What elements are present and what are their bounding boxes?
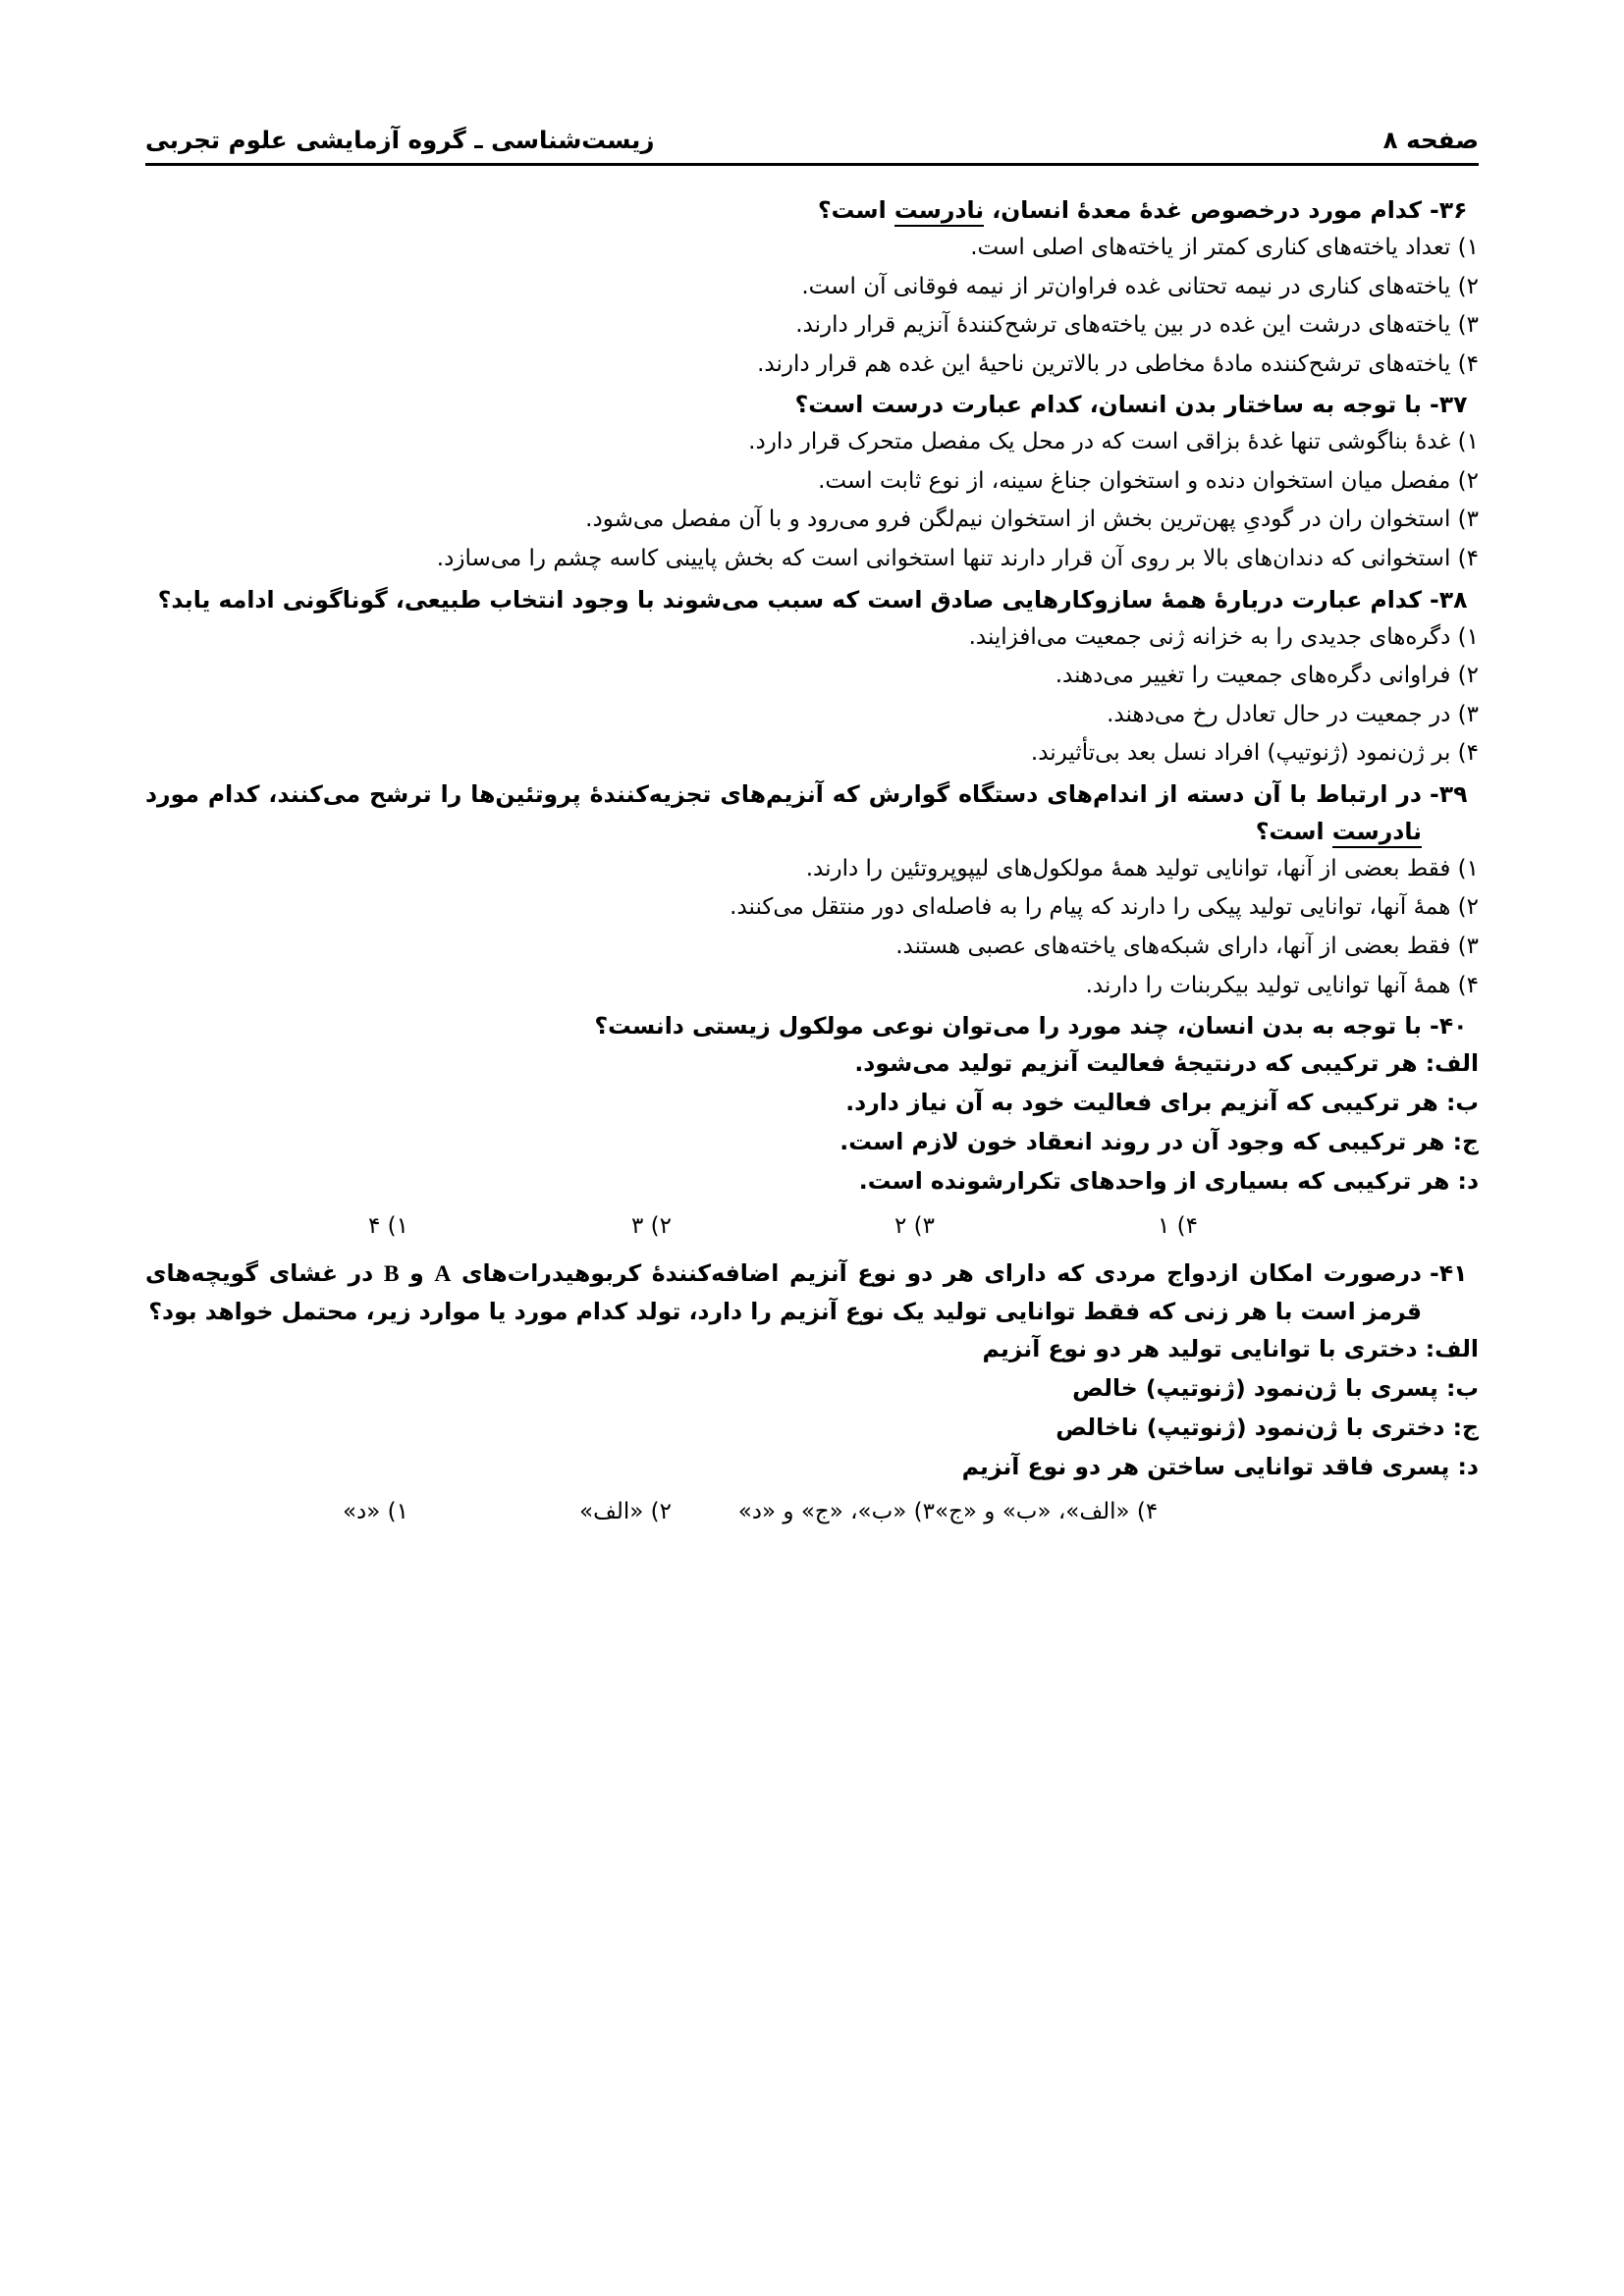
choice-2[interactable]: ۲) ۳ xyxy=(630,1212,672,1239)
question-38-number: ۳۸- xyxy=(1430,585,1468,614)
q41-enzyme-a-label: A xyxy=(434,1260,452,1287)
statement-jim: ج: دختری با ژن‌نمود (ژنوتیپ) ناخالص xyxy=(1056,1413,1479,1441)
question-38-text: کدام عبارت دربارهٔ همهٔ سازوکارهایی صادق است که سبب می‌شوند با وجود انتخاب طبیعی، گوناگونی ادامه یابد؟ xyxy=(157,585,1422,614)
question-41 xyxy=(145,1255,1479,1531)
option[interactable]: ۱) فقط بعضی از آنها، توانایی تولید همهٔ مولکول‌های لیپوپروتئین را دارند. xyxy=(805,855,1479,881)
statement-alef: الف: هر ترکیبی که درنتیجهٔ فعالیت آنزیم تولید می‌شود. xyxy=(854,1049,1479,1078)
question-36 xyxy=(145,191,1479,384)
option[interactable]: ۳) استخوان ران در گودیِ پهن‌ترین بخش از استخوان نیم‌لگن فرو می‌رود و با آن مفصل می‌شود. xyxy=(585,507,1479,533)
q39-stem-underlined: نادرست xyxy=(1332,818,1422,848)
question-37-stem xyxy=(145,386,1479,423)
q36-stem-before: کدام مورد درخصوص غدهٔ معدهٔ انسان، xyxy=(984,196,1422,224)
question-41-stem xyxy=(145,1255,1479,1330)
option[interactable]: ۴) همهٔ آنها توانایی تولید بیکربنات را دارند. xyxy=(1085,972,1479,998)
question-41-choices xyxy=(145,1493,1479,1531)
subject-title: زیست‌شناسی ـ گروه آزمایشی علوم تجربی xyxy=(145,126,655,154)
question-38-stem xyxy=(145,581,1479,618)
question-37-number: ۳۷- xyxy=(1430,391,1468,419)
statement-be: ب: هر ترکیبی که آنزیم برای فعالیت خود به آن نیاز دارد. xyxy=(845,1089,1479,1117)
question-39-text xyxy=(145,775,1422,850)
question-36-options xyxy=(145,229,1479,384)
option[interactable]: ۴) استخوانی که دندان‌های بالا بر روی آن قرار دارند تنها استخوانی است که بخش پایینی کاسه چشم را می‌سازد. xyxy=(436,545,1479,571)
choice-3[interactable]: ۳) ۲ xyxy=(893,1212,935,1239)
question-37-text: با توجه به ساختار بدن انسان، کدام عبارت درست است؟ xyxy=(794,391,1422,419)
option[interactable]: ۱) تعداد یاخته‌های کناری کمتر از یاخته‌های اصلی است. xyxy=(970,235,1479,261)
question-39 xyxy=(145,775,1479,1005)
statement-alef: الف: دختری با توانایی تولید هر دو نوع آنزیم xyxy=(982,1335,1479,1363)
page-number-label: صفحه ۸ xyxy=(1382,126,1479,154)
q41-stem-part-a: درصورت امکان ازدواج مردی که دارای هر دو نوع آنزیم اضافه‌کنندهٔ کربوهیدرات‌های xyxy=(451,1258,1422,1287)
option[interactable]: ۲) فراوانی دگره‌های جمعیت را تغییر می‌دهند. xyxy=(1055,663,1479,689)
choice-4[interactable]: ۴) «الف»، «ب» و «ج» xyxy=(935,1498,1159,1524)
q39-stem-after: است؟ xyxy=(1255,817,1332,845)
question-39-stem xyxy=(145,775,1479,850)
question-37 xyxy=(145,386,1479,578)
q41-stem-part-2: قرمز است با هر زنی که فقط توانایی تولید یک نوع آنزیم را دارد، تولد کدام مورد یا موارد زیر، محتمل خواهد بود؟ xyxy=(148,1298,1422,1326)
question-41-text xyxy=(145,1255,1422,1330)
question-40-text: با توجه به بدن انسان، چند مورد را می‌توان نوعی مولکول زیستی دانست؟ xyxy=(594,1012,1422,1041)
q36-stem-underlined: نادرست xyxy=(894,196,984,227)
question-39-number: ۳۹- xyxy=(1430,779,1468,808)
q39-stem-before: در ارتباط با آن دسته از اندام‌های دستگاه گوارش که آنزیم‌های تجزیه‌کنندهٔ پروتئین‌ها را ترشح می‌کنند، کدام مورد xyxy=(145,779,1422,808)
statement-dal: د: پسری فاقد توانایی ساختن هر دو نوع آنزیم xyxy=(961,1452,1479,1480)
choice-1[interactable]: ۱) «د» xyxy=(342,1498,408,1524)
option[interactable]: ۲) یاخته‌های کناری در نیمه تحتانی غده فراوان‌تر از نیمه فوقانی آن است. xyxy=(801,273,1479,299)
choice-4[interactable]: ۴) ۱ xyxy=(1157,1212,1198,1239)
q36-stem-after: است؟ xyxy=(818,196,894,224)
option[interactable]: ۴) یاخته‌های ترشح‌کننده مادهٔ مخاطی در بالاترین ناحیهٔ این غده هم قرار دارند. xyxy=(757,350,1479,377)
question-40-choices xyxy=(145,1207,1479,1246)
header-divider xyxy=(145,163,1479,166)
question-36-text xyxy=(145,191,1422,229)
q41-enzyme-b-label: B xyxy=(383,1260,400,1287)
question-38 xyxy=(145,581,1479,774)
option[interactable]: ۴) بر ژن‌نمود (ژنوتیپ) افراد نسل بعد بی‌تأثیرند. xyxy=(1030,740,1479,767)
statement-dal: د: هر ترکیبی که بسیاری از واحدهای تکرارشونده است. xyxy=(858,1166,1479,1195)
option[interactable]: ۳) یاخته‌های درشت این غده در بین یاخته‌های ترشح‌کنندهٔ آنزیم قرار دارند. xyxy=(795,312,1479,339)
question-41-number: ۴۱- xyxy=(1430,1258,1468,1287)
option[interactable]: ۲) همهٔ آنها، توانایی تولید پیکی را دارند که پیام را به فاصله‌ای دور منتقل می‌کنند. xyxy=(730,894,1479,921)
q41-conjunction: و xyxy=(399,1258,435,1287)
question-41-statements xyxy=(145,1330,1479,1487)
option[interactable]: ۱) دگره‌های جدیدی را به خزانه ژنی جمعیت می‌افزایند. xyxy=(968,623,1479,650)
question-40-statements xyxy=(145,1044,1479,1201)
page-header xyxy=(145,126,1479,163)
choice-1[interactable]: ۱) ۴ xyxy=(367,1212,408,1239)
option[interactable]: ۲) مفصل میان استخوان دنده و استخوان جناغ سینه، از نوع ثابت است. xyxy=(818,467,1479,494)
option[interactable]: ۳) در جمعیت در حال تعادل رخ می‌دهند. xyxy=(1107,701,1479,727)
question-38-options xyxy=(145,618,1479,774)
choice-3[interactable]: ۳) «ب»، «ج» و «د» xyxy=(737,1498,935,1524)
question-36-number: ۳۶- xyxy=(1430,196,1468,224)
question-36-stem xyxy=(145,191,1479,229)
spacer xyxy=(145,1248,1479,1255)
choice-2[interactable]: ۲) «الف» xyxy=(579,1498,672,1524)
question-37-options xyxy=(145,423,1479,578)
option[interactable]: ۱) غدهٔ بناگوشی تنها غدهٔ بزاقی است که در محل یک مفصل متحرک قرار دارد. xyxy=(748,429,1479,455)
option[interactable]: ۳) فقط بعضی از آنها، دارای شبکه‌های یاخته‌های عصبی هستند. xyxy=(895,933,1479,959)
question-40-stem xyxy=(145,1007,1479,1044)
question-40-number: ۴۰- xyxy=(1430,1012,1468,1041)
question-40 xyxy=(145,1007,1479,1246)
q41-stem-part-c: در غشای گویچه‌های xyxy=(145,1258,384,1287)
statement-be: ب: پسری با ژن‌نمود (ژنوتیپ) خالص xyxy=(1072,1374,1479,1403)
statement-jim: ج: هر ترکیبی که وجود آن در روند انعقاد خون لازم است. xyxy=(839,1128,1479,1155)
question-39-options xyxy=(145,850,1479,1005)
